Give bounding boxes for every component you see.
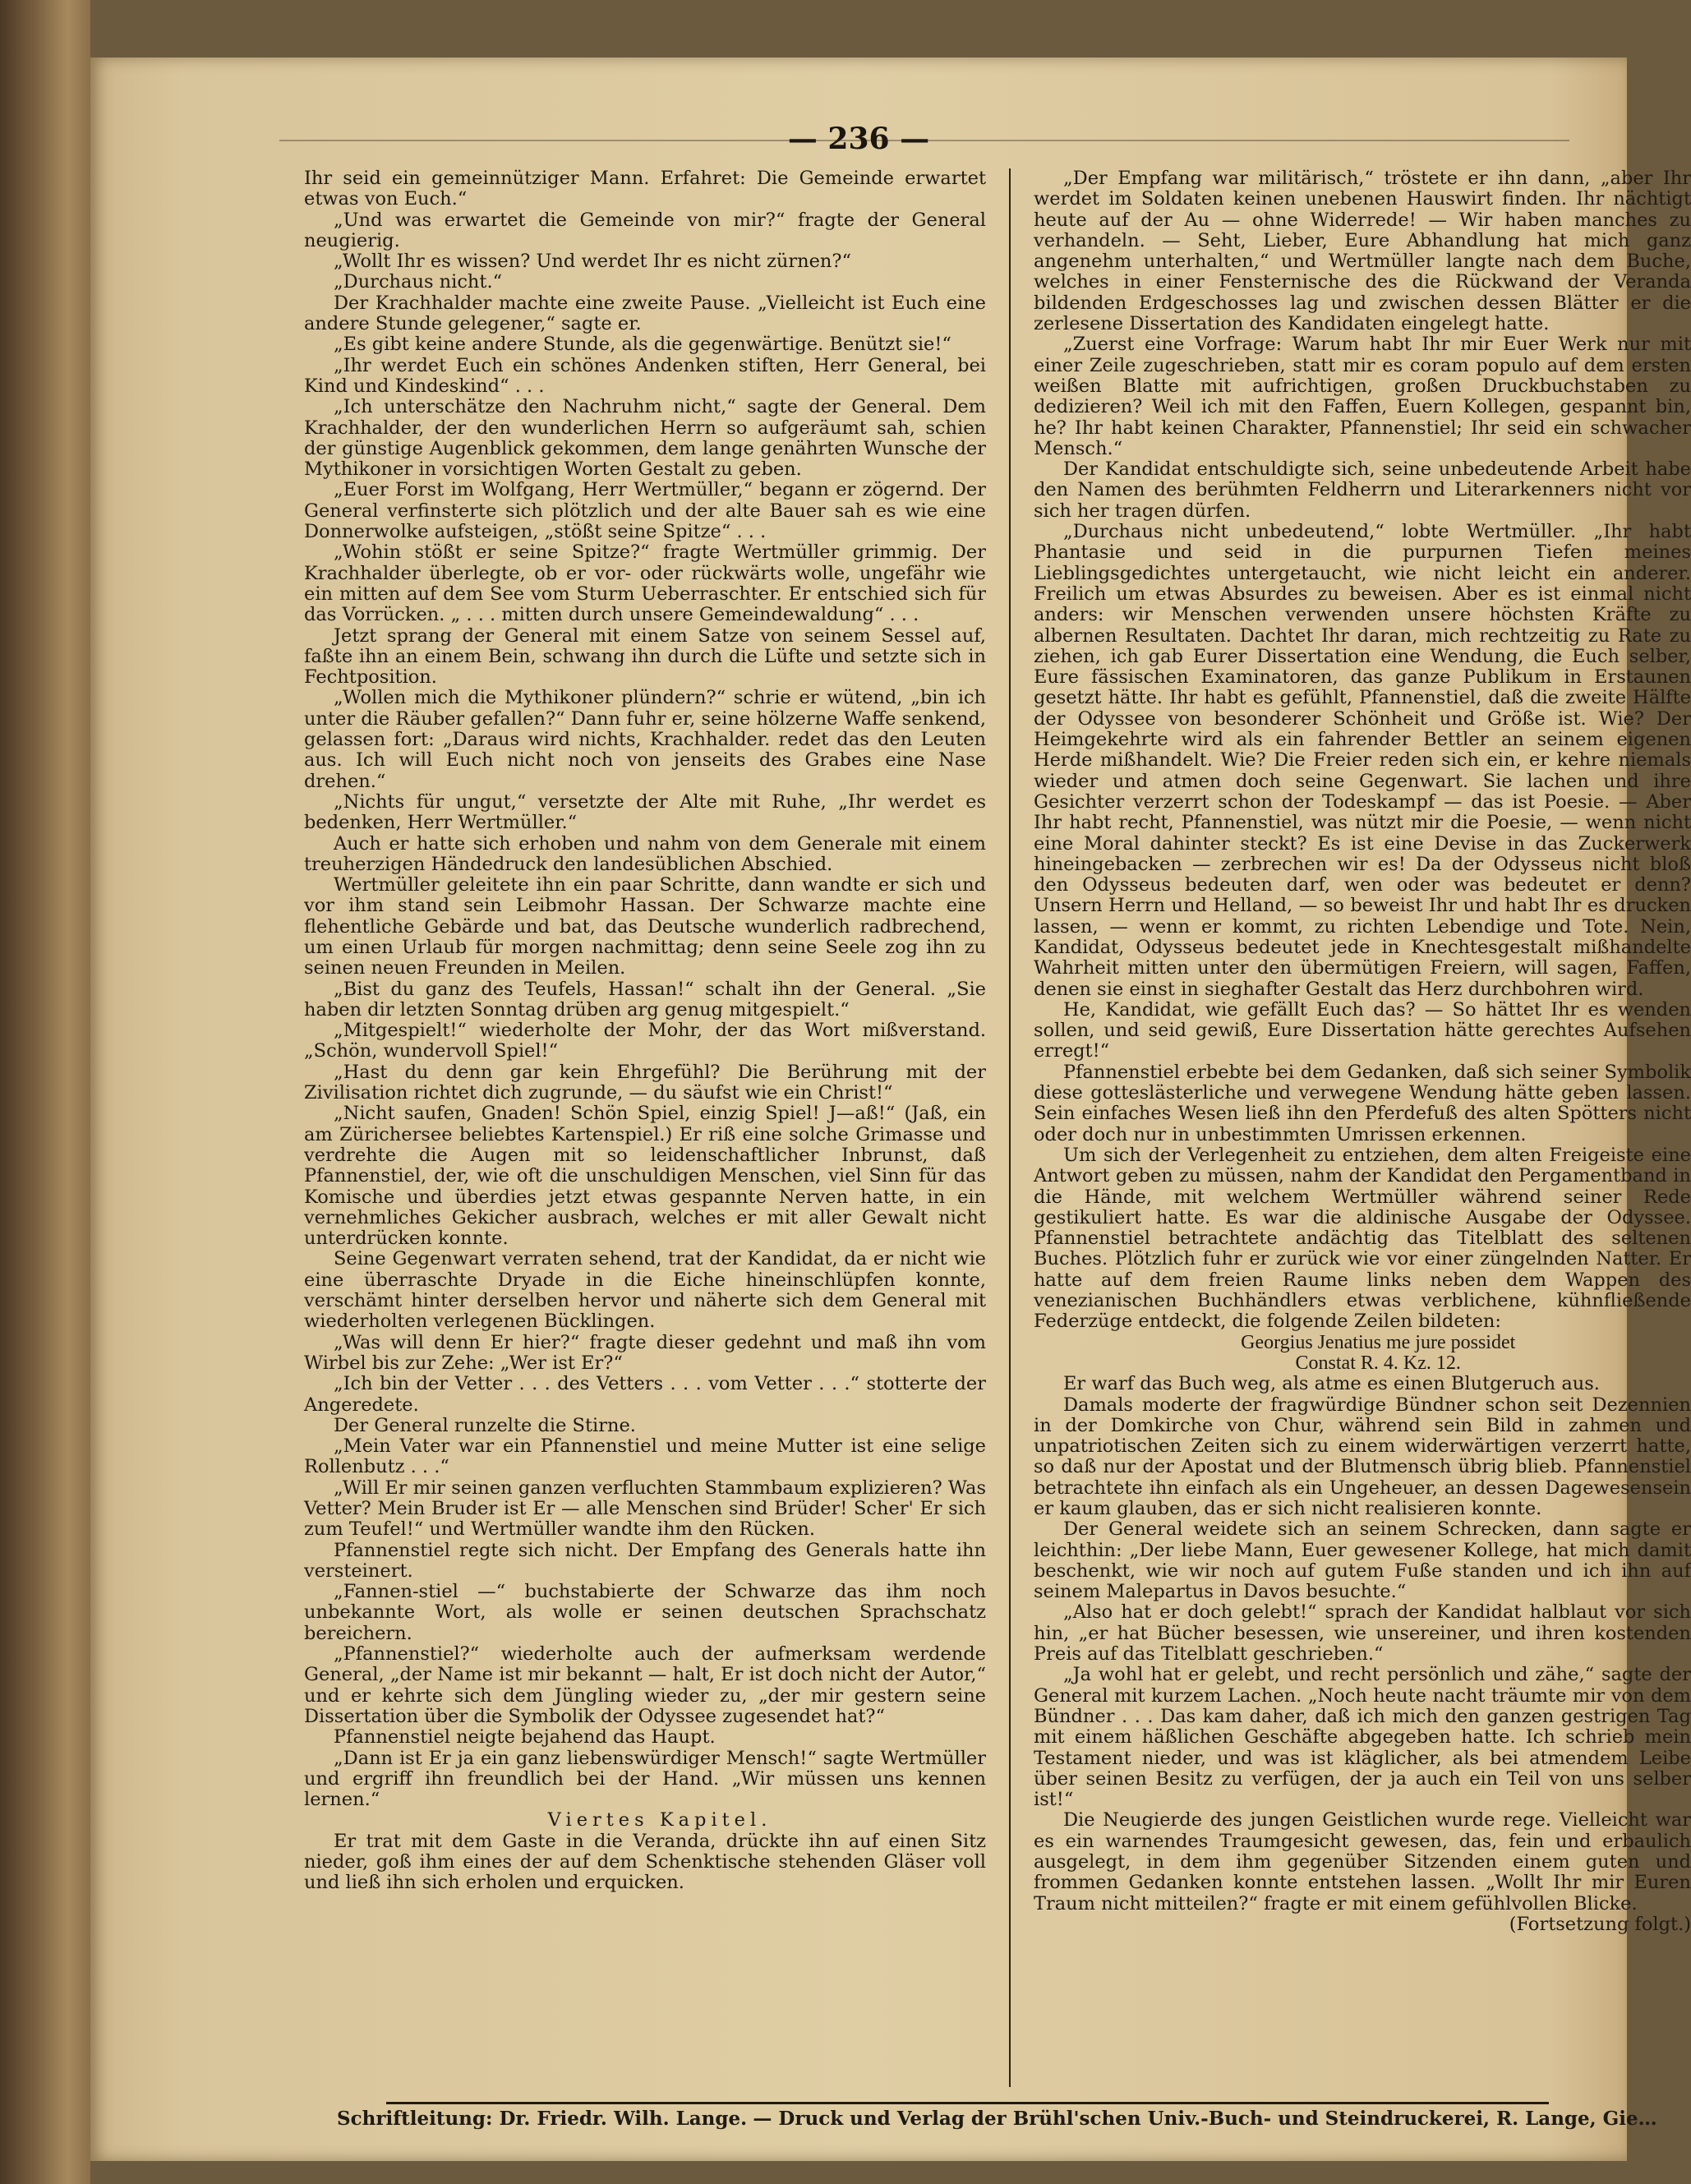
paragraph: Um sich der Verlegenheit zu entziehen, dem alten Freigeiste eine Antwort geben zu müssen, nahm der Kandidat den Pergamentband in die Hände, mit welchem Wertmüller während seiner Rede gestikuliert hatte. Es war die aldinische Ausgabe der Odyssee. Pfannenstiel betrachtete andächtig das Titelblatt des seltenen Buches. Plötzlich fuhr er zurück wie vor einer züngelnden Natter. Er hatte auf dem freien Raume links neben dem Wappen des venezianischen Buchhändlers etwas verblichene, kühnfließende Federzüge entdeckt, die folgende Zeilen bildeten: bbox=[1034, 1144, 1691, 1333]
paragraph: Ihr seid ein gemeinnütziger Mann. Erfahret: Die Gemeinde erwartet etwas von Euch.“ bbox=[304, 168, 986, 210]
paragraph: „Es gibt keine andere Stunde, als die gegenwärtige. Benützt sie!“ bbox=[334, 334, 951, 356]
paragraph: Der General runzelte die Stirne. bbox=[334, 1414, 636, 1436]
book-binding bbox=[0, 0, 90, 2184]
paragraph: Seine Gegenwart verraten sehend, trat der Kandidat, da er nicht wie eine überraschte Dryade in die Eiche hineinschlüpfen konnte, verschämt hinter derselben hervor und näherte sich dem General mit wiederholten verlegenen Bücklingen. bbox=[304, 1248, 986, 1333]
paragraph: „Und was erwartet die Gemeinde von mir?“ fragte der General neugierig. bbox=[304, 209, 986, 251]
paragraph: „Was will denn Er hier?“ fragte dieser gedehnt und maß ihn vom Wirbel bis zur Zehe: „Wer ist Er?“ bbox=[304, 1331, 986, 1374]
printer-credit: — Druck und Verlag der Brühl'schen Univ.-Buch- und Steindruckerei, R. Lange, Gie… bbox=[753, 2108, 1657, 2130]
chapter-heading: Viertes Kapitel. bbox=[547, 1809, 772, 1832]
right-column bbox=[1034, 168, 1691, 2095]
paragraph: „Der Empfang war militärisch,“ tröstete er ihn dann, „aber Ihr werdet im Soldaten keinen unebenen Hauswirt finden. Ihr nächtigt heute auf der Au — ohne Widerrede! — Wir haben manches zu verhandeln. — Seht, Lieber, Eure Abhandlung hat mich ganz angenehm unterhalten,“ und Wertmüller langte nach dem Buche, welches in einer Fensternische des die Rückwand der Veranda bildenden Erdgeschosses lag und zwischen dessen Blätter er die zerlesene Dissertation des Kandidaten eingelegt hatte. bbox=[1034, 168, 1691, 335]
paragraph: „Will Er mir seinen ganzen verfluchten Stammbaum explizieren? Was Vetter? Mein Bruder ist Er — alle Menschen sind Brüder! Scher' Er sich zum Teufel!“ und Wertmüller wandte ihm den Rücken. bbox=[304, 1477, 986, 1541]
paragraph: Pfannenstiel regte sich nicht. Der Empfang des Generals hatte ihn versteinert. bbox=[304, 1539, 986, 1582]
paragraph: Der Kandidat entschuldigte sich, seine unbedeutende Arbeit habe den Namen des berühmten Feldherrn und Literarkenners nicht vor sich her tragen dürfen. bbox=[1034, 458, 1691, 522]
paragraph: Er warf das Buch weg, als atme es einen Blutgeruch aus. bbox=[1063, 1373, 1600, 1395]
paragraph: „Bist du ganz des Teufels, Hassan!“ schalt ihn der General. „Sie haben dir letzten Sonntag drüben arg genug mitgespielt.“ bbox=[304, 978, 986, 1021]
inscription-line: Georgius Jenatius me jure possidet bbox=[1241, 1331, 1516, 1353]
paragraph: „Durchaus nicht.“ bbox=[334, 271, 503, 293]
paragraph: He, Kandidat, wie gefällt Euch das? — So hättet Ihr es wenden sollen, und seid gewiß, Eure Dissertation hätte gerechtes Aufsehen erregt!“ bbox=[1034, 998, 1691, 1062]
header-rule bbox=[279, 140, 1569, 141]
paragraph: „Also hat er doch gelebt!“ sprach der Kandidat halblaut vor sich hin, „er hat Bücher besessen, wie unsereiner, und ihren kostenden Preis auf das Titelblatt geschrieben.“ bbox=[1034, 1601, 1691, 1666]
paragraph: „Ja wohl hat er gelebt, und recht persönlich und zähe,“ sagte der General mit kurzem Lachen. „Noch heute nacht träumte mir von dem Bündner . . . Das kam daher, daß ich mich den ganzen gestrigen Tag mit einem häßlichen Geschäfte abgegeben hatte. Ich schrieb mein Testament nieder, und was ist kläglicher, als bei atmendem Leibe über seinen Besitz zu verfügen, der ja auch ein Teil von uns selber ist!“ bbox=[1034, 1664, 1691, 1811]
newspaper-page bbox=[90, 58, 1691, 2161]
continuation-note: (Fortsetzung folgt.) bbox=[1509, 1913, 1691, 1935]
paragraph: „Durchaus nicht unbedeutend,“ lobte Wertmüller. „Ihr habt Phantasie und seid in die purpurnen Tiefen meines Lieblingsgedichtes untergetaucht, wie nicht leicht ein anderer. Freilich um etwas Absurdes zu beweisen. Aber es ist einmal nicht anders: wir Menschen verwenden unsere höchsten Kräfte zu albernen Resultaten. Dachtet Ihr daran, mich rechtzeitig zu Rate zu ziehen, ich gab Eurer Dissertation eine Wendung, die Euch selber, Eure fässischen Examinatoren, das ganze Publikum in Erstaunen gesetzt hätte. Ihr habt es gefühlt, Pfannenstiel, daß die zweite Hälfte der Odyssee von besonderer Schönheit und Größe ist. Wie? Der Heimgekehrte wird als ein fahrender Bettler an seinem eigenen Herde mißhandelt. Wie? Die Freier reden sich ein, er kehre niemals wieder und atmen doch seine Gegenwart. Sie lachen und ihre Gesichter verzerrt schon der Todeskampf — das ist Poesie. — Aber Ihr habt recht, Pfannenstiel, was nützt mir die Poesie, — wenn nicht eine Moral dahinter steckt? Es ist eine Devise in das Zuckerwerk hineingebacken — zerbrechen wir es! Da der Odysseus nicht bloß den Odysseus bedeuten darf, wen oder was bedeutet er denn? Unsern Herrn und Helland, — so beweist Ihr und habt Ihr es drucken lassen, — wenn er kommt, zu richten Lebendige und Tote. Nein, Kandidat, Odysseus bedeutet jede in Knechtesgestalt mißhandelte Wahrheit mitten unter den übermütigen Freiern, will sagen, Faffen, denen sie einst in sieghafter Gestalt das Herz durchbohren wird. bbox=[1034, 521, 1691, 1000]
footer-rule bbox=[386, 2102, 1549, 2104]
column-divider bbox=[1009, 168, 1011, 2087]
paragraph: „Pfannenstiel?“ wiederholte auch der aufmerksam werdende General, „der Name ist mir bekannt — halt, Er ist doch nicht der Autor,“ und er kehrte sich dem Jüngling wieder zu, „der mir gestern seine Dissertation über die Symbolik der Odyssee zugesendet hat?“ bbox=[304, 1643, 986, 1727]
paragraph: „Wohin stößt er seine Spitze?“ fragte Wertmüller grimmig. Der Krachhalder überlegte, ob er vor- oder rückwärts wolle, ungefähr wie ein mitten auf dem See vom Sturm Ueberraschter. Er entschied sich für das Vorrücken. „ . . . mitten durch unsere Gemeindewaldung“ . . . bbox=[304, 541, 986, 626]
paragraph: „Ihr werdet Euch ein schönes Andenken stiften, Herr General, bei Kind und Kindeskind“ . . . bbox=[304, 354, 986, 397]
paragraph: „Wollen mich die Mythikoner plündern?“ schrie er wütend, „bin ich unter die Räuber gefallen?“ Dann fuhr er, seine hölzerne Waffe senkend, gelassen fort: „Daraus wird nichts, Krachhalder. redet das den Leuten aus. Ich will Euch nicht noch von jenseits des Grabes eine Nase drehen.“ bbox=[304, 687, 986, 792]
paragraph: „Nichts für ungut,“ versetzte der Alte mit Ruhe, „Ihr werdet es bedenken, Herr Wertmüller.“ bbox=[304, 790, 986, 834]
paragraph: „Nicht saufen, Gnaden! Schön Spiel, einzig Spiel! J—aß!“ (Jaß, ein am Zürichersee beliebtes Kartenspiel.) Er riß eine solche Grimasse und verdrehte die Augen mit so leidenschaftlicher Inbrunst, daß Pfannenstiel, der, wie oft die unschuldigen Menschen, viel Sinn für das Komische und überdies jetzt etwas gespannte Nerven hatte, in ein vernehmliches Gekicher ausbrach, welches er mit aller Gewalt nicht unterdrücken konnte. bbox=[304, 1103, 986, 1250]
left-column bbox=[304, 168, 986, 2095]
page-number: — 236 — bbox=[787, 122, 930, 156]
paragraph: „Mein Vater war ein Pfannenstiel und meine Mutter ist eine selige Rollenbutz . . .“ bbox=[304, 1435, 986, 1478]
paragraph: „Ich bin der Vetter . . . des Vetters . . . vom Vetter . . .“ stotterte der Angeredete. bbox=[304, 1373, 986, 1416]
paragraph: Er trat mit dem Gaste in die Veranda, drückte ihn auf einen Sitz nieder, goß ihm eines der auf dem Schenktische stehenden Gläser voll und ließ ihn sich erholen und erquicken. bbox=[304, 1830, 986, 1894]
paragraph: „Ich unterschätze den Nachruhm nicht,“ sagte der General. Dem Krachhalder, der den wunderlichen Herrn so aufgeräumt sah, schien der günstige Augenblick gekommen, dem lange genährten Wunsche der Mythikoner in vorsichtigen Worten Gestalt zu geben. bbox=[304, 396, 986, 481]
paragraph: Pfannenstiel erbebte bei dem Gedanken, daß sich seiner Symbolik diese gotteslästerliche und verwegene Wendung hätte geben lassen. Sein einfaches Wesen ließ ihn den Pferdefuß des alten Spötters nicht oder doch nur in unbestimmten Umrissen erkennen. bbox=[1034, 1061, 1691, 1145]
paragraph: Pfannenstiel neigte bejahend das Haupt. bbox=[334, 1726, 716, 1749]
paragraph: Auch er hatte sich erhoben und nahm von dem Generale mit einem treuherzigen Händedruck den landesüblichen Abschied. bbox=[304, 832, 986, 875]
paragraph: Der General weidete sich an seinem Schrecken, dann sagte er leichthin: „Der liebe Mann, Euer gewesener Kollege, hat mich damit beschenkt, wie wir noch auf gutem Fuße standen und ich ihn auf seinem Malepartus in Davos besuchte.“ bbox=[1034, 1518, 1691, 1603]
paragraph: „Zuerst eine Vorfrage: Warum habt Ihr mir Euer Werk nur mit einer Zeile zugeschrieben, statt mir es coram populo auf dem ersten weißen Blatte mit aufrichtigen, großen Druckbuchstaben zu dedizieren? Weil ich mit den Faffen, Euern Kollegen, gespannt bin, he? Ihr habt keinen Charakter, Pfannenstiel; Ihr seid ein schwacher Mensch.“ bbox=[1034, 334, 1691, 459]
paragraph: Der Krachhalder machte eine zweite Pause. „Vielleicht ist Euch eine andere Stunde gelegener,“ sagte er. bbox=[304, 292, 986, 335]
paragraph: Wertmüller geleitete ihn ein paar Schritte, dann wandte er sich und vor ihm stand sein Leibmohr Hassan. Der Schwarze machte eine flehentliche Gebärde und bat, das Deutsche wunderlich radbrechend, um einen Urlaub für morgen nachmittag; denn seine Seele zog ihn zu seinen neuen Freunden in Meilen. bbox=[304, 874, 986, 979]
paragraph: „Euer Forst im Wolfgang, Herr Wertmüller,“ begann er zögernd. Der General verfinsterte sich plötzlich und der alte Bauer sah es wie eine Donnerwolke aufsteigen, „stößt seine Spitze“ . . . bbox=[304, 479, 986, 543]
paragraph: „Mitgespielt!“ wiederholte der Mohr, der das Wort mißverstand. „Schön, wundervoll Spiel!“ bbox=[304, 1020, 986, 1062]
paragraph: „Fannen-stiel —“ buchstabierte der Schwarze das ihm noch unbekannte Wort, als wolle er seinen deutschen Sprachschatz bereichern. bbox=[304, 1581, 986, 1644]
inscription-line: Constat R. 4. Kz. 12. bbox=[1295, 1352, 1461, 1374]
paragraph: „Hast du denn gar kein Ehrgefühl? Die Berührung mit der Zivilisation richtet dich zugrunde, — du säufst wie ein Christ!“ bbox=[304, 1061, 986, 1104]
paragraph: Damals moderte der fragwürdige Bündner schon seit Dezennien in der Domkirche von Chur, während sein Bild in zahmen und unpatriotischen Zeiten sich zu einem widerwärtigen verzerrt hatte, so daß nur der Apostat und der Blutmensch übrig blieb. Pfannenstiel betrachtete ihn einfach als ein Ungeheuer, an dessen Dagewesensein er kaum glauben, das er sich nicht realisieren konnte. bbox=[1034, 1394, 1691, 1519]
paragraph: „Dann ist Er ja ein ganz liebenswürdiger Mensch!“ sagte Wertmüller und ergriff ihn freundlich bei der Hand. „Wir müssen uns kennen lernen.“ bbox=[304, 1747, 986, 1811]
paragraph: Jetzt sprang der General mit einem Satze von seinem Sessel auf, faßte ihn an einem Bein, schwang ihn durch die Lüfte und setzte sich in Fechtposition. bbox=[304, 624, 986, 689]
editor-credit: Schriftleitung: Dr. Friedr. Wilh. Lange. bbox=[337, 2108, 748, 2130]
paragraph: Die Neugierde des jungen Geistlichen wurde rege. Vielleicht war es ein warnendes Traumgesicht gewesen, das, fein und erbaulich ausgelegt, in dem ihm gegenüber Sitzenden einem guten und frommen Gedanken konnte entstehen lassen. „Wollt Ihr mir Euren Traum nicht mitteilen?“ fragte er mit einem gefühlvollen Blicke. bbox=[1034, 1809, 1691, 1914]
imprint-footer bbox=[337, 2108, 1657, 2140]
paragraph: „Wollt Ihr es wissen? Und werdet Ihr es nicht zürnen?“ bbox=[334, 251, 851, 273]
